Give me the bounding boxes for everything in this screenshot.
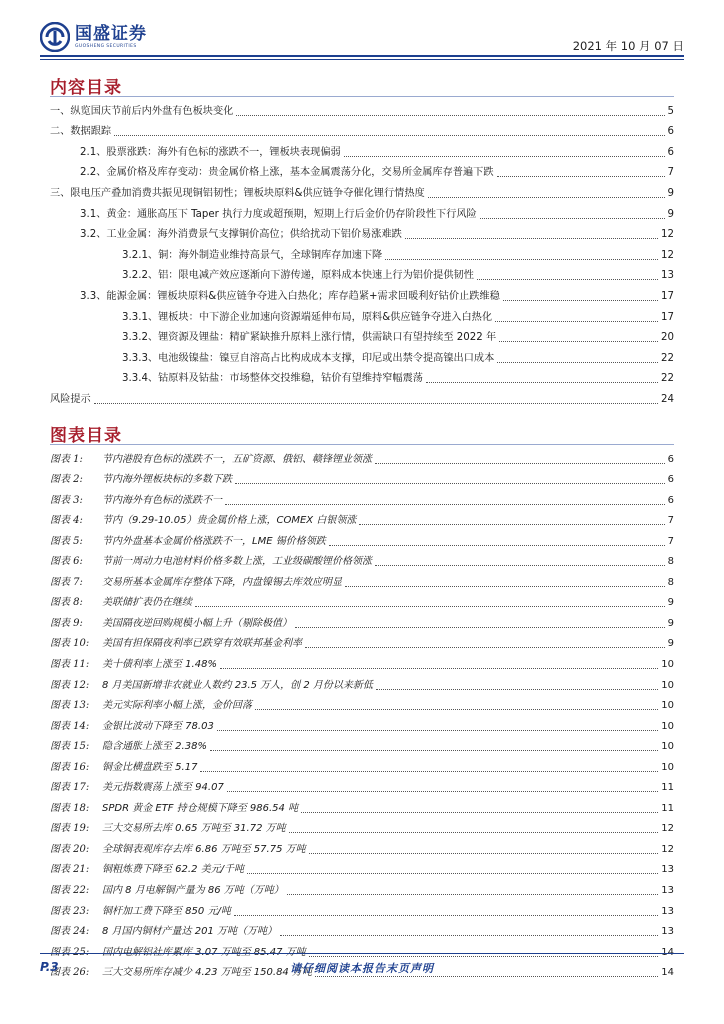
dot-leader [217,730,658,731]
figure-entry-label: 隐含通胀上涨至 2.38% [102,741,207,753]
figure-entry-number: 图表 5: [50,535,83,547]
toc-entry-page: 9 [667,208,674,220]
figure-entry-number: 图表 25: [50,946,90,958]
dot-leader [114,135,664,136]
dot-leader [495,321,658,322]
toc-entry-page: 6 [667,126,674,138]
toc-entry-page: 5 [667,105,674,117]
figure-entry-number: 图表 3: [50,494,83,506]
toc-entry[interactable] [50,160,674,181]
figure-entry-number: 图表 14: [50,720,90,732]
figure-entry-page: 10 [661,700,674,712]
toc-entry-label: 2.1、股票涨跌：海外有色标的涨跌不一，锂板块表现偏弱 [80,146,341,158]
toc-entry-page: 13 [661,270,674,282]
figure-entry-page: 14 [661,967,674,979]
dot-leader [315,976,658,977]
figure-entry-label: 国内电解铝社库累库 3.07 万吨至 85.47 万吨 [102,946,306,958]
figure-entry-number: 图表 9: [50,617,83,629]
figure-entry[interactable] [50,877,674,898]
figure-entry-page: 11 [661,782,674,794]
toc-entry[interactable] [50,263,674,284]
figure-entry-page: 11 [661,802,674,814]
dot-leader [480,218,665,219]
figure-entry[interactable] [50,857,674,878]
toc-entry-label: 二、数据跟踪 [50,126,112,138]
toc-entry[interactable] [50,139,674,160]
dot-leader [329,545,665,546]
dot-leader [195,606,665,607]
figure-entry-label: 三大交易所去库 0.65 万吨至 31.72 万吨 [102,823,286,835]
figure-entry-number: 图表 26: [50,967,90,979]
toc-entry[interactable] [50,386,674,407]
dot-leader [405,238,658,239]
figure-entry-number: 图表 4: [50,515,83,527]
figure-entry-page: 9 [667,597,674,609]
dot-leader [94,403,658,404]
figure-entry[interactable] [50,508,674,529]
figure-entry-number: 图表 15: [50,741,90,753]
figure-entry-page: 8 [667,576,674,588]
figure-entry-number: 图表 18: [50,802,90,814]
dot-leader [225,504,665,505]
dot-leader [301,812,658,813]
dot-leader [236,115,664,116]
figure-entry-label: 美十债利率上涨至 1.48% [102,659,217,671]
figure-entry-page: 10 [661,761,674,773]
toc-title: 内容目录 [50,78,122,98]
header-divider [40,55,684,57]
toc-entry-page: 22 [661,352,674,364]
table-of-contents [50,98,674,407]
toc-entry-label: 3.1、黄金：通胀高压下 Taper 执行力度或超预期，短期上行后金价仍存阶段性下行风险 [80,208,477,220]
figure-entry-label: 交易所基本金属库存整体下降，内盘镍锡去库效应明显 [102,576,342,588]
figure-entry[interactable] [50,816,674,837]
figure-entry-label: 三大交易所库存减少 4.23 万吨至 150.84 万吨 [102,967,312,979]
figure-entry-number: 图表 22: [50,885,90,897]
toc-entry[interactable] [50,222,674,243]
figure-entry[interactable] [50,939,674,960]
figure-entry[interactable] [50,569,674,590]
figures-title: 图表目录 [50,426,122,446]
figure-entry-page: 7 [667,515,674,527]
dot-leader [497,176,665,177]
figure-entry-number: 图表 24: [50,926,90,938]
toc-entry[interactable] [50,283,674,304]
figure-entry-page: 13 [661,864,674,876]
logo-english-name: GUOSHENG SECURITIES [75,43,137,49]
toc-entry-label: 风险提示 [50,393,91,405]
figure-entry-number: 图表 10: [50,638,90,650]
figure-entry-page: 14 [661,946,674,958]
figure-entry-label: 国内 8 月电解铜产量为 86 万吨（万吨） [102,885,284,897]
dot-leader [295,627,665,628]
figure-entry-label: 美元指数震荡上涨至 94.07 [102,782,224,794]
figure-entry[interactable] [50,795,674,816]
figure-entry-label: 节内海外有色标的涨跌不一 [102,494,222,506]
dot-leader [234,915,658,916]
dot-leader [220,668,658,669]
toc-entry[interactable] [50,180,674,201]
figure-entry-number: 图表 13: [50,700,90,712]
toc-entry-page: 12 [661,229,674,241]
toc-entry[interactable] [50,366,674,387]
figure-entry-number: 图表 6: [50,556,83,568]
toc-entry-label: 3.2.2、铝：限电减产效应逐渐向下游传递，原料成本快速上行为铝价提供韧性 [122,270,474,282]
dot-leader [210,750,658,751]
toc-entry-label: 3.3.2、锂资源及锂盐：精矿紧缺推升原料上涨行情，供需缺口有望持续至 2022 年 [122,332,497,344]
figure-entry-number: 图表 23: [50,905,90,917]
figure-entry-page: 13 [661,885,674,897]
footer-disclaimer: 请仔细阅读本报告末页声明 [290,962,434,975]
toc-entry[interactable] [50,304,674,325]
figure-entry-label: 8 月国内铜材产量达 201 万吨（万吨） [102,926,277,938]
toc-entry-page: 20 [661,332,674,344]
header-divider-thin [40,59,684,60]
figure-entry-label: 金银比波动下降至 78.03 [102,720,214,732]
dot-leader [428,197,665,198]
toc-entry[interactable] [50,345,674,366]
figure-entry-number: 图表 19: [50,823,90,835]
figure-entry-label: 铜粗炼费下降至 62.2 美元/千吨 [102,864,244,876]
toc-title-rule [50,96,674,97]
dot-leader [345,586,665,587]
figure-entry-number: 图表 11: [50,659,90,671]
figure-entry-label: 8 月美国新增非农就业人数约 23.5 万人，创 2 月份以来新低 [102,679,373,691]
dot-leader [503,300,658,301]
figure-entry[interactable] [50,898,674,919]
toc-entry[interactable] [50,242,674,263]
figure-entry-number: 图表 17: [50,782,90,794]
toc-entry-page: 9 [667,187,674,199]
toc-entry-page: 17 [661,290,674,302]
toc-entry-page: 12 [661,249,674,261]
report-date: 2021 年 10 月 07 日 [572,39,684,53]
dot-leader [375,463,665,464]
toc-entry-page: 6 [667,146,674,158]
figure-entry[interactable] [50,775,674,796]
figures-title-rule [50,444,674,445]
dot-leader [309,956,659,957]
figure-entry-label: 节内海外锂板块标的多数下跌 [102,474,232,486]
figure-entry[interactable] [50,446,674,467]
company-logo [40,22,147,52]
dot-leader [376,689,658,690]
toc-entry-label: 3.3.4、钴原料及钴盐：市场整体交投维稳，钴价有望维持窄幅震荡 [122,373,423,385]
logo-chinese-name: 国盛证券 [75,23,147,44]
figure-entry[interactable] [50,590,674,611]
figure-entry[interactable] [50,919,674,940]
figure-entry-page: 10 [661,720,674,732]
figure-entry-page: 9 [667,617,674,629]
dot-leader [280,935,658,936]
figure-entry-number: 图表 7: [50,576,83,588]
figure-entry-page: 6 [667,474,674,486]
dot-leader [287,894,658,895]
figure-entry[interactable] [50,467,674,488]
dot-leader [305,647,665,648]
figure-entry-number: 图表 12: [50,679,90,691]
figure-entry-page: 7 [667,535,674,547]
figure-entry[interactable] [50,693,674,714]
figure-entry[interactable] [50,487,674,508]
figure-entry-label: 全球铜表观库存去库 6.86 万吨至 57.75 万吨 [102,843,306,855]
figure-entry-number: 图表 8: [50,597,83,609]
dot-leader [235,483,665,484]
footer-divider [40,953,684,954]
figure-entry-number: 图表 16: [50,761,90,773]
toc-entry-label: 3.2.1、铜：海外制造业维持高景气，全球铜库存加速下降 [122,249,383,261]
figure-entry-label: SPDR 黄金 ETF 持仓规模下降至 986.54 吨 [102,802,299,814]
figure-entry-label: 节前一周动力电池材料价格多数上涨，工业级碳酸锂价格领涨 [102,556,372,568]
figure-entry-page: 10 [661,659,674,671]
figure-entry[interactable] [50,651,674,672]
figure-entry-page: 12 [661,843,674,855]
figure-entry[interactable] [50,672,674,693]
dot-leader [255,709,658,710]
figure-entry-page: 10 [661,679,674,691]
figure-entry-label: 铜金比横盘跌至 5.17 [102,761,198,773]
figure-entry-label: 铜杆加工费下降至 850 元/吨 [102,905,231,917]
dot-leader [477,279,658,280]
figure-entry-label: 节内（9.29-10.05）贵金属价格上涨，COMEX 白银领涨 [102,515,357,527]
dot-leader [309,853,659,854]
page-header [0,0,724,62]
toc-entry-page: 17 [661,311,674,323]
toc-entry-label: 3.3、能源金属：锂板块原料&供应链争夺进入白热化；库存趋紧+需求回暖利好钴价止跌维稳 [80,290,500,302]
dot-leader [289,832,659,833]
dot-leader [426,382,658,383]
figure-entry[interactable] [50,549,674,570]
figure-entry[interactable] [50,631,674,652]
figure-entry-label: 美国有担保隔夜利率已跌穿有效联邦基金利率 [102,638,302,650]
dot-leader [227,791,658,792]
figure-entry-page: 6 [667,494,674,506]
figure-entry-page: 9 [667,638,674,650]
figure-entry[interactable] [50,836,674,857]
figure-entry-number: 图表 2: [50,474,83,486]
dot-leader [385,259,658,260]
figure-entry[interactable] [50,713,674,734]
guosheng-logo-icon [40,22,70,52]
dot-leader [200,771,658,772]
figure-entry[interactable] [50,734,674,755]
figure-entry[interactable] [50,528,674,549]
toc-entry-label: 一、纵览国庆节前后内外盘有色板块变化 [50,105,234,117]
figure-entry-label: 美国隔夜逆回购规模小幅上升（剔除极值） [102,617,292,629]
dot-leader [344,156,665,157]
toc-entry-label: 三、限电压产叠加消费共振见现铜铝韧性；锂板块原料&供应链争夺催化锂行情热度 [50,187,425,199]
toc-entry[interactable] [50,201,674,222]
figure-entry[interactable] [50,754,674,775]
toc-entry[interactable] [50,325,674,346]
figure-entry-page: 6 [667,453,674,465]
dot-leader [375,565,665,566]
dot-leader [359,524,664,525]
figure-entry-number: 图表 20: [50,843,90,855]
figure-entry-page: 13 [661,905,674,917]
toc-entry[interactable] [50,119,674,140]
toc-entry-page: 7 [667,167,674,179]
page-number: P.3 [40,960,59,974]
toc-entry-label: 3.3.1、锂板块：中下游企业加速向资源端延伸布局，原料&供应链争夺进入白热化 [122,311,493,323]
toc-entry-page: 22 [661,373,674,385]
figure-entry-page: 13 [661,926,674,938]
dot-leader [499,341,658,342]
dot-leader [247,873,658,874]
toc-entry-label: 2.2、金属价格及库存变动：贵金属价格上涨，基本金属震荡分化，交易所金属库存普遍下跌 [80,167,494,179]
figure-list [50,446,674,980]
figure-entry-label: 美联储扩表仍在继续 [102,597,192,609]
figure-entry-label: 节内港股有色标的涨跌不一，五矿资源、俄铝、赣锋锂业领涨 [102,453,372,465]
figure-entry-page: 12 [661,823,674,835]
figure-entry-page: 10 [661,741,674,753]
dot-leader [497,362,658,363]
figure-entry-number: 图表 21: [50,864,90,876]
toc-entry-page: 24 [661,393,674,405]
figure-entry-page: 8 [667,556,674,568]
toc-entry[interactable] [50,98,674,119]
figure-entry-label: 美元实际利率小幅上涨，金价回落 [102,700,252,712]
figure-entry-label: 节内外盘基本金属价格涨跌不一，LME 锡价格领跌 [102,535,326,547]
figure-entry[interactable] [50,610,674,631]
figure-entry-number: 图表 1: [50,453,83,465]
toc-entry-label: 3.2、工业金属：海外消费景气支撑铜价高位；供给扰动下铝价易涨难跌 [80,229,402,241]
toc-entry-label: 3.3.3、电池级镍盐：镍豆自溶高占比构成成本支撑，印尼或出禁令提高镍出口成本 [122,352,495,364]
